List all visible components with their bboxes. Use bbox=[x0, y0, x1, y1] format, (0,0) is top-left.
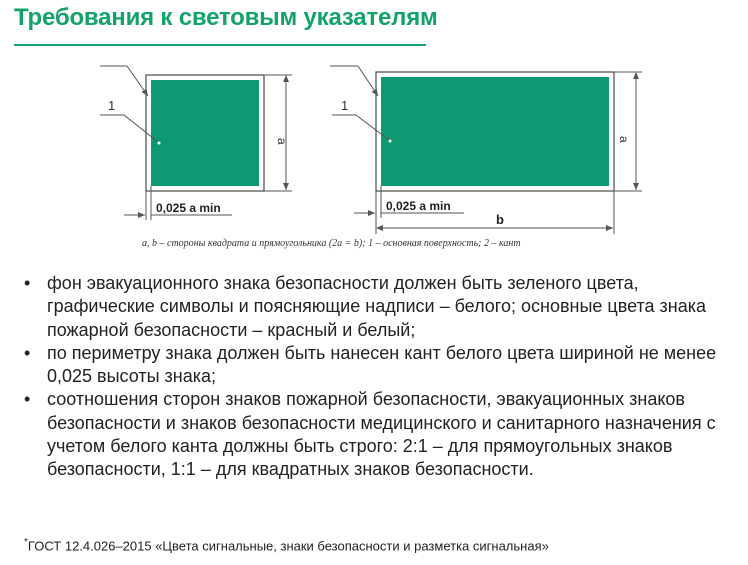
bullet-marker: • bbox=[24, 273, 31, 293]
rectangle-sign-diagram bbox=[330, 66, 642, 234]
page-title: Требования к световым указателям bbox=[14, 4, 438, 31]
figure-caption: a, b – стороны квадрата и прямоугольника (2a = b); 1 – основная поверхность; 2 – кант bbox=[142, 238, 521, 249]
requirements-list bbox=[22, 272, 738, 482]
list-item-text: фон эвакуационного знака безопасности должен быть зеленого цвета, графические символы и поясняющие надписи – белого; основные цвета знака пожарной безопасности – красный и белый; bbox=[47, 273, 707, 340]
square-sign-diagram bbox=[100, 66, 292, 220]
footnote-text: ГОСТ 12.4.026–2015 «Цвета сигнальные, знаки безопасности и разметка сигнальная» bbox=[27, 538, 549, 554]
bullet-marker: • bbox=[24, 342, 31, 363]
footnote bbox=[24, 537, 549, 553]
sign-diagram bbox=[0, 0, 748, 270]
list-item-text: по периметру знака должен быть нанесен кант белого цвета шириной не менее 0,025 высоты знака; bbox=[47, 342, 717, 387]
rect-kant-arrow bbox=[358, 66, 378, 96]
rect-bottom-label: b bbox=[496, 212, 504, 227]
rect-min-label: 0,025 a min bbox=[386, 199, 451, 213]
list-item-text: соотношения сторон знаков пожарной безопасности, эвакуационных знаков безопасности и знаков безопасности медицинского и санитарного назначения с учетом белого канта должны быть строго: 2:1 – для прямоугольных знаков безопасности, 1:1 – для квадратных знаков безопасности. bbox=[47, 389, 716, 480]
square-side-label: a bbox=[275, 138, 289, 145]
list-item bbox=[22, 342, 738, 389]
rect-callout-label: 1 bbox=[341, 98, 349, 113]
list-item bbox=[22, 388, 738, 481]
square-sign-surface bbox=[151, 80, 259, 186]
list-item bbox=[22, 272, 738, 342]
square-kant-arrow bbox=[127, 66, 148, 96]
rect-sign-surface bbox=[381, 77, 609, 186]
bullet-marker: • bbox=[24, 389, 31, 410]
square-callout-label: 1 bbox=[108, 98, 116, 113]
footnote-mark: * bbox=[24, 537, 28, 548]
square-min-label: 0,025 a min bbox=[156, 201, 221, 215]
rect-side-label: a bbox=[617, 136, 631, 143]
